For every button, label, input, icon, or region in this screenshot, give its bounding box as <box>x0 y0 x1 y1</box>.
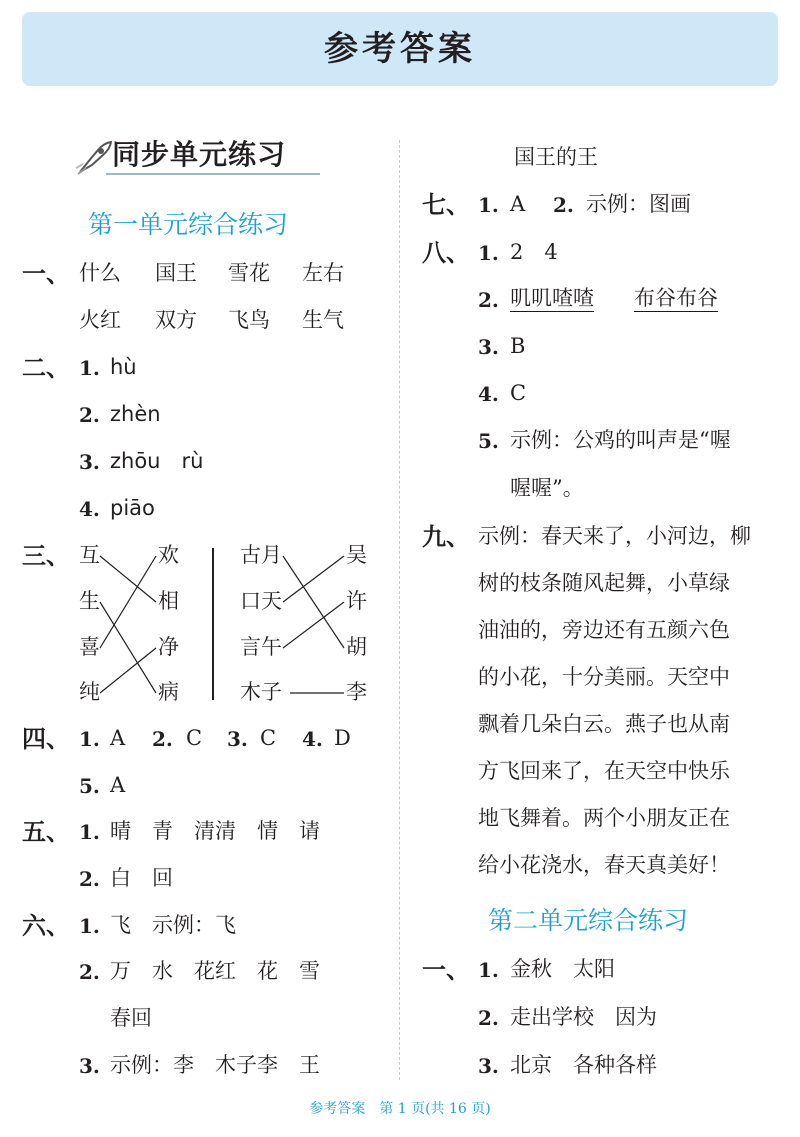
answer-text-cont: 喔喔”。 <box>510 476 584 500</box>
match-char: 口天 <box>240 589 282 613</box>
match-char: 病 <box>158 680 179 704</box>
choice-answer: C <box>186 726 203 750</box>
item-number: 3. <box>227 727 248 751</box>
page-footer: 参考答案 第 1 页(共 16 页) <box>309 1101 491 1117</box>
pinyin-answer: piāo <box>110 496 155 520</box>
item-number: 4. <box>302 727 323 751</box>
section-title: 同步单元练习 <box>112 138 287 171</box>
item-number: 2. <box>152 727 173 751</box>
q1-word: 飞鸟 <box>228 308 270 332</box>
item-number: 1. <box>478 241 499 265</box>
underlined-answer: 叽叽喳喳 <box>510 286 594 310</box>
q5-label: 五、 <box>22 818 70 846</box>
item-number: 5. <box>79 774 100 798</box>
answer-text: 飞 示例：飞 <box>110 913 236 937</box>
essay-line: 树的枝条随风起舞，小草绿 <box>478 571 730 595</box>
answer-text: 金秋 太阳 <box>510 957 615 981</box>
q1-label: 一、 <box>22 260 70 288</box>
q9-label: 九、 <box>422 523 470 551</box>
unit2-q1-label: 一、 <box>422 956 470 984</box>
choice-answer: A <box>110 773 126 797</box>
item-number: 3. <box>79 1054 100 1078</box>
essay-line: 地飞舞着。两个小朋友正在 <box>478 806 730 830</box>
q1-word: 雪花 <box>228 261 270 285</box>
q1-word: 什么 <box>79 261 121 285</box>
match-char: 净 <box>158 635 179 659</box>
essay-line: 飘着几朵白云。燕子也从南 <box>478 712 730 736</box>
choice-answer: C <box>260 726 277 750</box>
choice-answer: C <box>510 381 527 405</box>
match-char: 生 <box>79 589 100 613</box>
match-char: 古月 <box>240 543 282 567</box>
q7-label: 七、 <box>422 191 470 219</box>
match-char: 喜 <box>79 635 100 659</box>
item-number: 2. <box>79 960 100 984</box>
item-number: 1. <box>79 727 100 751</box>
answer-text: 示例：公鸡的叫声是“喔 <box>510 428 731 452</box>
answer-text: 示例：李 木子李 王 <box>110 1053 320 1077</box>
item-number: 3. <box>478 1054 499 1078</box>
answer-text: 北京 各种各样 <box>510 1053 657 1077</box>
essay-line: 油油的，旁边还有五颜六色 <box>478 618 730 642</box>
answer-text: 2 4 <box>510 240 558 264</box>
choice-answer: A <box>510 192 526 216</box>
item-number: 2. <box>553 193 574 217</box>
match-char: 木子 <box>240 680 282 704</box>
answer-text: 万 水 花红 花 雪 <box>110 959 320 983</box>
underlined-answer: 布谷布谷 <box>634 286 718 310</box>
item-number: 3. <box>478 335 499 359</box>
match-char: 言午 <box>240 635 282 659</box>
essay-line: 给小花浇水，春天真美好！ <box>478 853 730 877</box>
answer-text: 示例：图画 <box>586 192 691 216</box>
essay-line: 的小花，十分美丽。天空中 <box>478 665 730 689</box>
match-char: 李 <box>346 680 367 704</box>
q4-label: 四、 <box>22 725 70 753</box>
q1-word: 国王 <box>155 261 197 285</box>
pinyin-answer: hù <box>110 355 137 379</box>
q6-label: 六、 <box>22 912 70 940</box>
item-number: 2. <box>478 1006 499 1030</box>
match-char: 欢 <box>158 543 179 567</box>
q3-label: 三、 <box>22 542 70 570</box>
essay-line: 方飞回来了，在天空中快乐 <box>478 759 730 783</box>
item-number: 1. <box>79 820 100 844</box>
match-char: 吴 <box>346 543 367 567</box>
answer-text-cont: 国王的王 <box>514 145 598 169</box>
unit1-title: 第一单元综合练习 <box>88 210 289 239</box>
answer-text: 晴 青 清清 情 请 <box>110 819 320 843</box>
match-char: 胡 <box>346 635 367 659</box>
unit2-title: 第二单元综合练习 <box>488 906 689 935</box>
pinyin-answer: zhèn <box>110 402 161 426</box>
choice-answer: A <box>110 726 126 750</box>
item-number: 3. <box>79 450 100 474</box>
choice-answer: D <box>334 726 351 750</box>
q1-word: 左右 <box>302 261 344 285</box>
match-char: 互 <box>79 543 100 567</box>
answer-text-cont: 春回 <box>110 1006 152 1030</box>
answer-text: 白 回 <box>110 866 173 890</box>
q1-word: 生气 <box>302 308 344 332</box>
item-number: 4. <box>79 497 100 521</box>
q8-label: 八、 <box>422 239 470 267</box>
match-char: 相 <box>158 589 179 613</box>
item-number: 1. <box>478 193 499 217</box>
item-number: 4. <box>478 382 499 406</box>
choice-answer: B <box>510 334 526 358</box>
item-number: 2. <box>79 867 100 891</box>
page-title: 参考答案 <box>324 29 476 69</box>
match-char: 许 <box>346 589 367 613</box>
q1-word: 火红 <box>79 308 121 332</box>
answer-text: 走出学校 因为 <box>510 1005 657 1029</box>
item-number: 2. <box>79 403 100 427</box>
essay-line: 示例：春天来了，小河边，柳 <box>478 524 751 548</box>
q1-word: 双方 <box>155 308 197 332</box>
item-number: 5. <box>478 429 499 453</box>
item-number: 1. <box>478 958 499 982</box>
q2-label: 二、 <box>22 354 70 382</box>
item-number: 2. <box>478 288 499 312</box>
item-number: 1. <box>79 356 100 380</box>
pinyin-answer: zhōu rù <box>110 449 204 473</box>
item-number: 1. <box>79 914 100 938</box>
match-char: 纯 <box>79 680 100 704</box>
